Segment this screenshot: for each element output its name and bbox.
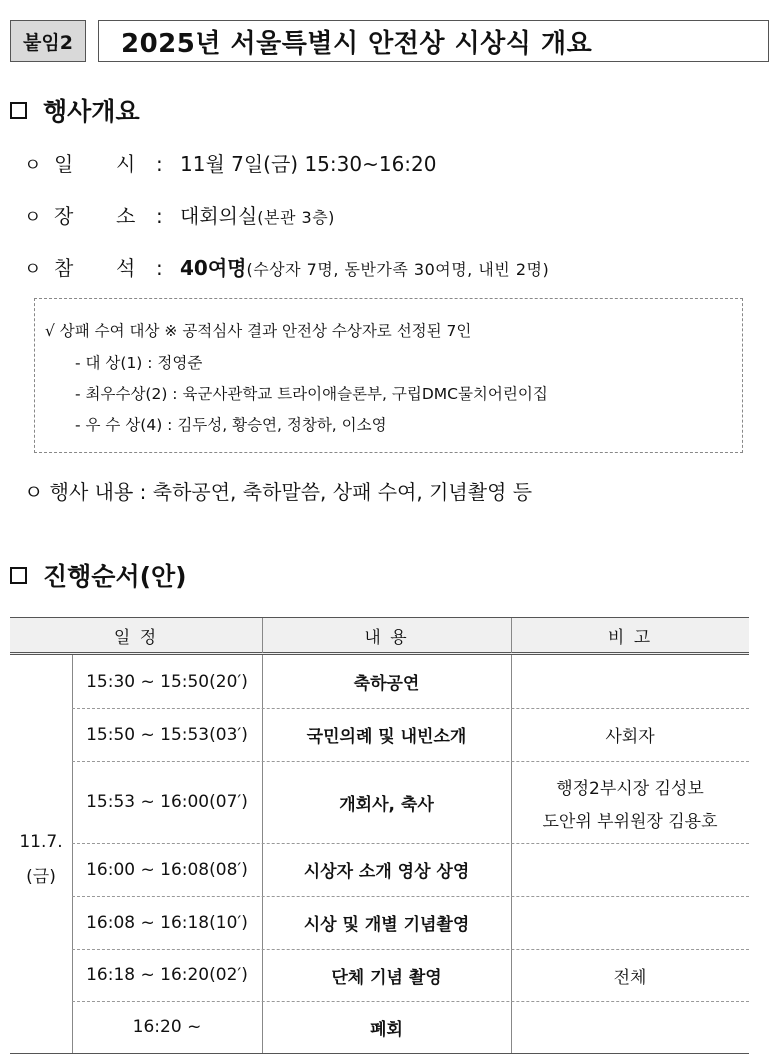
- square-bullet-icon: [10, 102, 27, 119]
- info-colon: :: [156, 256, 163, 280]
- row-note: [511, 896, 749, 949]
- info-note: (본관 3층): [257, 208, 335, 227]
- row-note: [511, 843, 749, 896]
- award-grand-prize: - 대 상(1) : 정영준: [75, 354, 203, 372]
- section-order-label: 진행순서(안): [43, 562, 187, 591]
- circle-bullet: ㅇ: [24, 207, 42, 228]
- row-time: 15:30 ~ 15:50(20′): [86, 671, 248, 692]
- info-datetime: [24, 148, 437, 177]
- row-time: 16:20 ~: [132, 1017, 202, 1037]
- info-label-b: 소: [116, 204, 136, 228]
- date-cell-day: 11.7.: [19, 832, 63, 852]
- info-label-b: 석: [116, 256, 136, 280]
- header-note: 비 고: [607, 628, 653, 648]
- circle-bullet: ㅇ: [24, 259, 42, 280]
- award-merit: - 우 수 상(4) : 김두성, 황승연, 정창하, 이소영: [75, 416, 387, 434]
- row-time: 16:08 ~ 16:18(10′): [86, 912, 248, 933]
- row-content: 폐회: [370, 1019, 403, 1040]
- table-bottom-border: [10, 1053, 749, 1054]
- circle-bullet: ㅇ: [24, 155, 42, 176]
- page-title: 2025년 서울특별시 안전상 시상식 개요: [98, 20, 769, 62]
- row-note: [511, 1001, 749, 1053]
- award-heading: √ 상패 수여 대상 ※ 공적심사 결과 안전상 수상자로 선정된 7인: [45, 322, 472, 340]
- info-colon: :: [156, 204, 163, 228]
- header-divider: [262, 618, 263, 653]
- row-content: 축하공연: [353, 674, 420, 694]
- row-content: 국민의례 및 내빈소개: [306, 727, 467, 747]
- row-time: 16:00 ~ 16:08(08′): [86, 859, 248, 880]
- header-schedule: 일 정: [113, 628, 159, 648]
- row-note: 사회자: [605, 727, 655, 747]
- section-overview-label: 행사개요: [43, 97, 140, 126]
- row-content: 단체 기념 촬영: [331, 967, 442, 988]
- row-content: 시상자 소개 영상 상영: [303, 862, 470, 882]
- attachment-badge: 붙임2: [10, 20, 86, 62]
- info-attend: [24, 252, 549, 281]
- info-value: 11월 7일(금) 15:30~16:20: [180, 152, 437, 176]
- info-place: [24, 200, 335, 229]
- info-label-a: 참: [54, 256, 74, 280]
- header-divider: [511, 618, 512, 653]
- table-header: [10, 617, 749, 655]
- row-content: 개회사, 축사: [339, 794, 434, 815]
- award-recipients-box: [34, 298, 743, 453]
- info-note: (수상자 7명, 동반가족 30여명, 내빈 2명): [246, 260, 550, 279]
- section-overview-title: [10, 92, 140, 128]
- date-cell-weekday: (금): [26, 866, 56, 887]
- row-content: 시상 및 개별 기념촬영: [303, 915, 470, 935]
- row-time: 16:18 ~ 16:20(02′): [86, 965, 248, 985]
- info-label-a: 장: [54, 204, 74, 228]
- info-colon: :: [156, 152, 163, 176]
- square-bullet-icon: [10, 567, 27, 584]
- row-note-second: 도안위 부위원장 김용호: [542, 811, 718, 832]
- info-value: 40여명: [180, 256, 247, 280]
- row-note: [511, 655, 749, 708]
- row-note: 행정2부시장 김성보: [556, 778, 704, 799]
- row-note: 전체: [613, 967, 647, 988]
- section-order-title: [10, 557, 187, 593]
- header-content: 내 용: [364, 628, 409, 648]
- award-excellence: - 최우수상(2) : 육군사관학교 트라이애슬론부, 구립DMC물치어린이집: [75, 385, 548, 403]
- info-label-b: 시: [116, 152, 136, 176]
- info-label-a: 일: [54, 152, 74, 176]
- info-value: 대회의실: [180, 204, 258, 228]
- row-time: 15:50 ~ 15:53(03′): [86, 724, 248, 745]
- info-event-content: ㅇ 행사 내용 : 축하공연, 축하말씀, 상패 수여, 기념촬영 등: [24, 480, 533, 504]
- row-time: 15:53 ~ 16:00(07′): [86, 792, 248, 812]
- document-header: [10, 20, 769, 64]
